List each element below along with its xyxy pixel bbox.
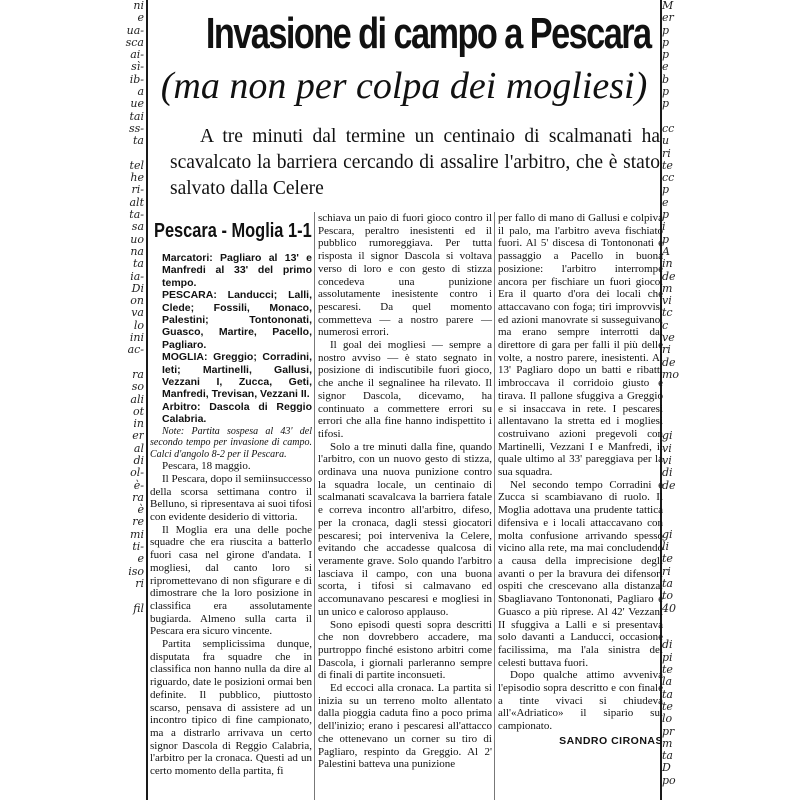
edge-fragment: ri (662, 564, 671, 578)
edge-fragment: c (662, 318, 669, 332)
referee-line (150, 401, 312, 426)
edge-fragment (662, 406, 692, 418)
pescara-players: Landucci; Lalli, Clede; Fossili, Monaco, Palestini; Tontononati, Guasco, Martire, Pacello, Pagliaro. (162, 289, 312, 351)
edge-fragment: na (130, 244, 144, 258)
edge-fragment: vi (662, 294, 672, 308)
edge-fragment: sca (125, 35, 144, 49)
edge-fragment: ti- (132, 540, 144, 554)
edge-fragment: pr (662, 724, 675, 738)
edge-fragment: p (662, 208, 670, 222)
edge-fragment: tc (662, 306, 673, 320)
edge-fragment: gi (662, 527, 673, 541)
edge-fragment: p (662, 48, 670, 62)
edge-fragment: ue (130, 97, 144, 111)
edge-fragment (662, 394, 692, 406)
edge-fragment: mo (662, 367, 680, 381)
edge-fragment: ot (132, 404, 144, 418)
paragraph: Partita semplicissima dunque, disputata fra squadre che in classifica non hanno nulla da dire al riguardo, date le posizioni ormai ben definite. Il pubblico, piuttosto scarso, pensava di assistere ad un incontro tipico di fine campionato, ma a distrarlo arrivava un certo signor Dascola di Reggio Calabria, l'arbitro per la cronaca. Questi ad un certo momento della partita, fi (150, 638, 312, 778)
edge-fragment: ta (662, 687, 673, 701)
edge-fragment: p (662, 183, 670, 197)
edge-fragment: to (662, 589, 674, 603)
paragraph: schiava un paio di fuori gioco contro il Pescara, peraltro inesistenti ed il pubblico rumoreggiava. Per tutta risposta il signor Dascola si voltava verso di loro e con gesto di stizza concedeva una punizione assolutamente inesistente contro i pescaresi. Da quel momento commetteva — a nostro parere — numerosi errori. (318, 212, 492, 339)
edge-fragment: e (137, 11, 144, 25)
edge-fragment: alt (129, 195, 144, 209)
edge-fragment: fil (133, 601, 144, 615)
edge-fragment: b (662, 72, 670, 86)
edge-fragment: ni (133, 0, 144, 12)
edge-fragment: D (662, 761, 671, 775)
edge-fragment: u (662, 134, 670, 148)
edge-fragment: ib- (129, 72, 144, 86)
paragraph: Dopo qualche attimo avveniva l'episodio sopra descritto e con finale a tinte vivaci si chiudeva all'«Adriatico» il sipario sul campionato. (498, 669, 663, 733)
scorers-line (150, 252, 312, 289)
moglia-lineup (150, 351, 312, 401)
edge-fragment: on (130, 294, 144, 308)
moglia-players: Greggio; Corradini, Ieti; Martinelli, Gallusi, Vezzani I, Zucca, Geti, Manfredi, Trevisan, Vezzani II. (162, 351, 312, 401)
edge-fragment: ta (662, 749, 673, 763)
match-note: Note: Partita sospesa al 43' del secondo tempo per invasione di campo. Calci d'angolo 8-2 per il Pescara. (150, 425, 312, 460)
column-divider (494, 212, 495, 800)
edge-fragment: M (662, 0, 674, 12)
edge-fragment: ta (133, 257, 144, 271)
edge-fragment: ac- (127, 343, 144, 357)
edge-fragment: ol- (130, 466, 144, 480)
edge-fragment: de (662, 478, 676, 492)
edge-fragment: p (662, 35, 670, 49)
edge-fragment: p (662, 97, 670, 111)
referee-text: Dascola di Reggio Calabria. (162, 400, 312, 426)
edge-fragment: Di (131, 281, 144, 295)
edge-fragment: ri (135, 576, 144, 590)
author-signature: SANDRO CIRONAS (559, 734, 663, 747)
edge-fragment (662, 615, 692, 627)
edge-fragment: cc (662, 171, 675, 185)
edge-fragment: de (662, 269, 676, 283)
edge-fragment: te (662, 158, 673, 172)
edge-fragment: la (662, 675, 673, 689)
headline: Invasione di campo a Pescara (205, 9, 651, 58)
edge-fragment (116, 590, 144, 602)
edge-fragment: A (662, 244, 670, 258)
edge-fragment: a (137, 85, 144, 99)
paragraph: Il goal dei mogliesi — sempre a nostro avviso — è stato segnato in posizione di indiscutibile fuori gioco, che anche il segnalinee ha rilevato. Il signor Dascola, dicevamo, ha continuato a commettere errori su errori che alla fine hanno indispettito i tifosi. (318, 339, 492, 440)
edge-fragment: iso (128, 564, 144, 578)
edge-fragment: vi (662, 441, 672, 455)
edge-fragment: he (130, 171, 144, 185)
edge-fragment: p (662, 85, 670, 99)
pescara-label: PESCARA: (162, 289, 217, 302)
dateline: Pescara, 18 maggio. (162, 460, 251, 473)
edge-fragment (662, 504, 692, 516)
edge-fragment: è- (133, 478, 144, 492)
paragraph: Il Pescara, dopo il semiinsuccesso della scorsa settimana contro il Belluno, si ripresentava ai suoi tifosi con evidente desiderio di vittoria. (150, 472, 312, 523)
edge-fragment: ini (129, 331, 144, 345)
edge-fragment: gi (662, 429, 673, 443)
edge-fragment: in (662, 257, 673, 271)
subheadline: (ma non per colpa dei mogliesi) (160, 65, 648, 107)
edge-fragment (662, 516, 692, 528)
edge-fragment: p (662, 23, 670, 37)
edge-fragment: i (662, 220, 666, 234)
paragraph: Nel secondo tempo Corradini e Zucca si scambiavano di ruolo. Il Moglia adottava una prudente tattica difensiva e i locali attaccavano con molta confusione arrivando spesso vicino alla rete, ma mai concludendo a causa della imprecisione degli avanti o per la bravura dei difensori ospiti che crescevano alla distanza. Sbagliavano Tontononati, Pagliaro e Guasco a più riprese. Al 42' Vezzani II sfuggiva a Lalli e si presentava solo davanti a Landucci, occasione facilissima, ma l'ala sinistra dei celesti buttava fuori. (498, 478, 663, 669)
edge-fragment: ri- (131, 183, 144, 197)
edge-fragment: tel (129, 158, 144, 172)
edge-fragment: de (662, 355, 676, 369)
edge-fragment: cc (662, 121, 675, 135)
edge-fragment: ta (133, 134, 144, 148)
edge-fragment: vi (662, 453, 672, 467)
edge-fragment: ri (662, 343, 671, 357)
column-divider (314, 212, 315, 800)
edge-fragment: di (662, 638, 673, 652)
edge-fragment: ai- (130, 48, 144, 62)
edge-fragment: ve (662, 331, 675, 345)
adjacent-column-right-fragments (662, 0, 692, 800)
edge-fragment: te (662, 699, 673, 713)
moglia-label: MOGLIA: (162, 351, 208, 364)
scorers-label: Marcatori: (162, 252, 213, 264)
edge-fragment: ta (662, 576, 673, 590)
edge-fragment: ra (132, 367, 144, 381)
edge-fragment: er (132, 429, 144, 443)
edge-fragment: di (662, 466, 673, 480)
edge-fragment: lo (662, 712, 673, 726)
adjacent-column-left-fragments (116, 0, 144, 800)
edge-fragment: 40 (662, 601, 676, 615)
edge-fragment: pi (662, 650, 673, 664)
edge-fragment: e (137, 552, 144, 566)
edge-fragment: so (131, 380, 144, 394)
edge-fragment: ss- (128, 121, 144, 135)
edge-fragment: po (662, 773, 676, 787)
edge-fragment: sì- (131, 60, 144, 74)
article-summary: A tre minuti dal termine un centinaio di scalmanati ha scavalcato la barriera cercando di assalire l'arbitro, che è stato salvato dalla Celere (170, 126, 660, 199)
edge-fragment: ua- (126, 23, 144, 37)
paragraph: Il Moglia era una delle poche squadre che era riuscita a batterlo fuori casa nel girone d'andata. I mogliesi, dal canto loro si ripromettevano di non sfigurare e di dimostrare che la loro posizione in classifica era assolutamente bugiarda. Almeno sulla carta il Pescara era sicuro vincente. (150, 523, 312, 638)
edge-fragment: in (133, 417, 144, 431)
edge-fragment: è (137, 503, 144, 517)
paragraph: Solo a tre minuti dalla fine, quando l'arbitro, con un nuovo gesto di stizza, ordinava una nuova punizione contro la squadra locale, un centinaio di scalmanati scavalcava la barriera fatale e correva incontro all'arbitro, difeso, per la cronaca, dagli stessi giocatori pescaresi; poi interveniva la Celere, evitando che accadesse qualcosa di veramente grave. Solo quando l'arbitro lasciava il campo, con una buona scorta, i tifosi si calmavano ed accomunavano pescaresi e mogliesi in un unico e caloroso applauso. (318, 440, 492, 618)
edge-fragment: re (132, 515, 144, 529)
paragraph: Ed eccoci alla cronaca. La partita si inizia su un terreno molto allentato dalla pioggia caduta fino a poco prima dell'inizio; erano i pescaresi all'attacco che ottenevano un corner su tiro di Pagliaro, respinto da Greggio. Al 2' Palestini batteva una punizione (318, 682, 492, 771)
edge-fragment: p (662, 232, 670, 246)
edge-fragment: li (662, 540, 670, 554)
edge-fragment: tai (129, 109, 144, 123)
column-rule-left (146, 0, 148, 800)
article-column-2 (318, 212, 492, 771)
match-result-title: Pescara - Moglia 1-1 (154, 220, 312, 242)
scorers-text: Pagliaro al 13' e Manfredi al 33' del primo tempo. (162, 252, 312, 289)
edge-fragment: ali (130, 392, 144, 406)
edge-fragment: m (662, 736, 673, 750)
edge-fragment: di (133, 453, 144, 467)
edge-fragment: uo (130, 232, 144, 246)
edge-fragment: e (662, 60, 669, 74)
edge-fragment: m (662, 281, 673, 295)
edge-fragment: ri (662, 146, 671, 160)
edge-fragment: lo (133, 318, 144, 332)
edge-fragment (662, 381, 692, 393)
edge-fragment: er (662, 11, 674, 25)
edge-fragment: ia- (130, 269, 144, 283)
paragraph: per fallo di mano di Gallusi e colpiva il palo, ma l'arbitro aveva fischiato fuori. Al 5' discesa di Tontononati e passaggio a Pacello in buona posizione: l'arbitro interrompe ancora per fischiare un fuori gioco. Era il quarto d'ora dei locali che attaccavano con foga; tiri improvvisi ed azioni manovrate si susseguivano, ma erano sempre interrotti dal direttore di gara per falli il più delle volte, a nostro parere, inesistenti. Al 13' Pagliaro dopo un batti e ribatti imbroccava il corridoio giusto e tirava. Il pallone sfuggiva a Greggio e si insaccava in rete. I pescaresi allentavano la stretta ed i mogliesi costruivano azioni pregevoli con Martinelli, Vezzani I e Manfredi, il quale ultimo al 33' pareggiava per la sua squadra. (498, 212, 663, 479)
edge-fragment: te (662, 663, 673, 677)
edge-fragment: mi (130, 527, 144, 541)
article-column-3 (498, 212, 663, 748)
edge-fragment (116, 148, 144, 160)
edge-fragment: ta- (129, 208, 144, 222)
edge-fragment: al (133, 441, 144, 455)
edge-fragment: ra (132, 490, 144, 504)
edge-fragment: e (662, 195, 669, 209)
pescara-lineup (150, 289, 312, 351)
edge-fragment: te (662, 552, 673, 566)
paragraph: Sono episodi questi sopra descritti che non dovrebbero accadere, ma purtroppo finché esistono arbitri come Dascola, i giornali parleranno sempre di finali di partite inconsueti. (318, 618, 492, 682)
referee-label: Arbitro: (162, 400, 201, 413)
edge-fragment: sa (131, 220, 144, 234)
edge-fragment (662, 492, 692, 504)
article-column-1 (150, 212, 312, 778)
edge-fragment: va (131, 306, 144, 320)
